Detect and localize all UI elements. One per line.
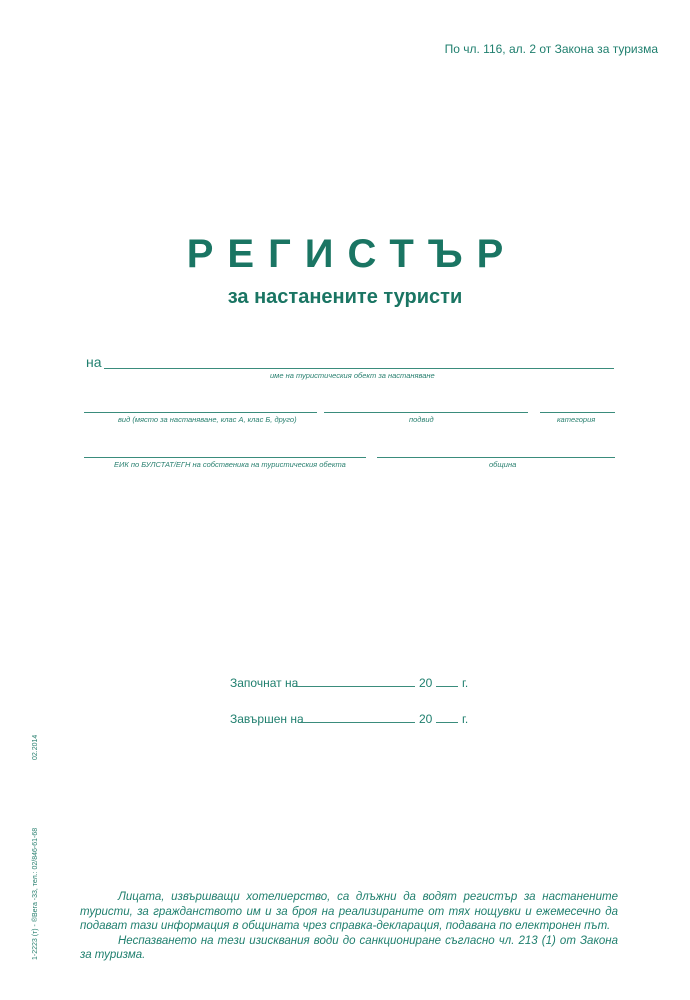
register-title: РЕГИСТЪР: [186, 232, 518, 276]
finished-year-prefix: 20: [419, 712, 433, 726]
footer-paragraph-2: Неспазването на тези изисквания води до санкциониране съгласно чл. 213 (1) от Закона за туризма.: [80, 934, 618, 961]
started-year-suffix: г.: [462, 676, 469, 690]
footer-paragraph-1: Лицата, извършващи хотелиерство, са длъжни да водят регистър за настанените туристи, за гражданството им и за броя на реализираните от тях нощувки и ежемесечно да подават тази информация в общината чрез справка-декларация, подавана по електронен път.: [80, 891, 618, 932]
type-field[interactable]: [84, 412, 317, 413]
finished-year-field[interactable]: [436, 722, 458, 723]
finished-date-field[interactable]: [298, 722, 415, 723]
na-label: на: [86, 354, 102, 370]
started-year-field[interactable]: [436, 686, 458, 687]
municipality-caption: община: [489, 460, 517, 469]
finished-label: Завършен на: [230, 712, 304, 726]
subtype-caption: подвид: [409, 415, 434, 424]
site-name-field[interactable]: [104, 368, 614, 369]
category-caption: категория: [557, 415, 596, 424]
municipality-field[interactable]: [377, 457, 615, 458]
side-date-code: 02.2014: [32, 734, 39, 760]
started-year-prefix: 20: [419, 676, 433, 690]
site-name-caption: име на туристическия обект за настаняване: [270, 371, 435, 380]
eik-caption: ЕИК по БУЛСТАТ/ЕГН на собственика на туристическия обекта: [114, 460, 346, 469]
category-field[interactable]: [540, 412, 615, 413]
register-subtitle: за настанените туристи: [227, 286, 463, 308]
finished-year-suffix: г.: [462, 712, 469, 726]
type-caption: вид (място за настаняване, клас А, клас Б, друго): [118, 415, 297, 424]
side-print-info: 1-2223 (т) - ®Вега -33, тел.: 02/846-61-68: [32, 827, 39, 960]
started-date-field[interactable]: [294, 686, 415, 687]
legal-reference: По чл. 116, ал. 2 от Закона за туризма: [444, 42, 658, 56]
eik-field[interactable]: [84, 457, 366, 458]
subtype-field[interactable]: [324, 412, 528, 413]
started-label: Започнат на: [230, 676, 299, 690]
footer-notice: [80, 890, 618, 963]
